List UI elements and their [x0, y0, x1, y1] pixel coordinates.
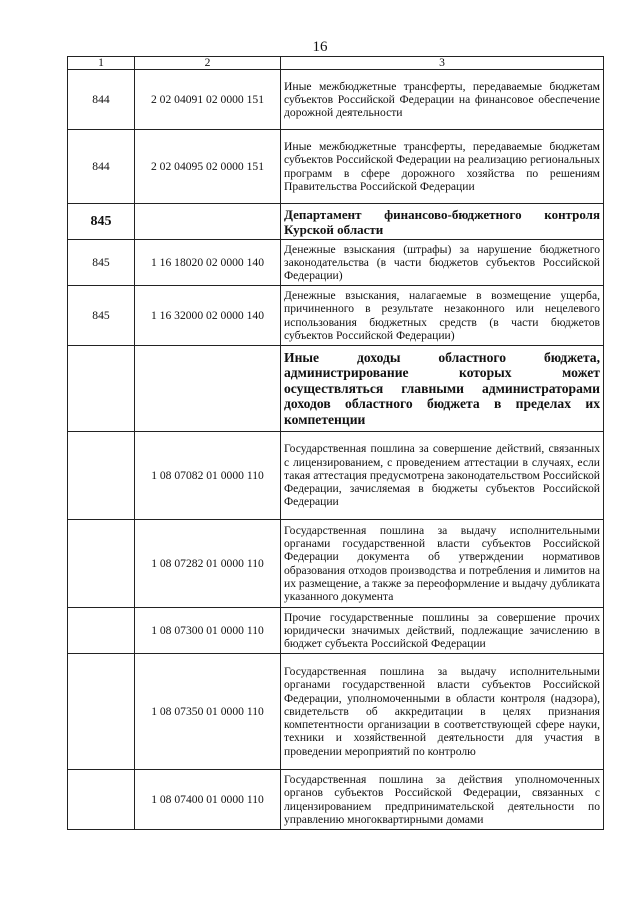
revenue-code-cell — [135, 204, 281, 240]
table-row — [68, 770, 604, 830]
admin-code-cell: 845 — [68, 286, 135, 346]
revenue-code-cell: 1 08 07350 01 0000 110 — [135, 654, 281, 770]
revenue-code-cell: 2 02 04091 02 0000 151 — [135, 70, 281, 130]
revenue-code-cell: 1 08 07082 01 0000 110 — [135, 432, 281, 520]
admin-code-cell: 845 — [68, 240, 135, 286]
admin-code-cell — [68, 608, 135, 654]
revenue-code-cell: 1 08 07300 01 0000 110 — [135, 608, 281, 654]
admin-code-cell — [68, 520, 135, 608]
admin-code-cell — [68, 770, 135, 830]
admin-code-cell: 844 — [68, 70, 135, 130]
table-header-row — [68, 57, 604, 70]
description-cell: Прочие государственные пошлины за совершение прочих юридически значимых действий, подлежащие зачислению в бюджет субъекта Российской Федерации — [281, 608, 604, 654]
description-cell: Денежные взыскания (штрафы) за нарушение бюджетного законодательства (в части бюджетов субъектов Российской Федерации) — [281, 240, 604, 286]
table-row-section — [68, 204, 604, 240]
table-row — [68, 70, 604, 130]
section-title-cell: Иные доходы областного бюджета, администрирование которых может осуществляться главными администраторами доходов областного бюджета в пределах их компетенции — [281, 346, 604, 432]
table-row — [68, 608, 604, 654]
admin-code-cell — [68, 654, 135, 770]
table-row — [68, 286, 604, 346]
column-header: 3 — [281, 57, 604, 70]
description-cell: Иные межбюджетные трансферты, передаваемые бюджетам субъектов Российской Федерации на реализацию региональных программ в сфере дорожного хозяйства по решениям Правительства Российской Федерации — [281, 130, 604, 204]
section-title-cell: Департамент финансово-бюджетного контроля Курской области — [281, 204, 604, 240]
revenue-codes-table — [67, 56, 604, 830]
description-cell: Государственная пошлина за действия уполномоченных органов субъектов Российской Федерации, связанных с лицензированием предпринимательской деятельности по управлению многоквартирными домами — [281, 770, 604, 830]
description-cell: Иные межбюджетные трансферты, передаваемые бюджетам субъектов Российской Федерации на финансовое обеспечение дорожной деятельности — [281, 70, 604, 130]
revenue-code-cell: 1 08 07400 01 0000 110 — [135, 770, 281, 830]
column-header: 1 — [68, 57, 135, 70]
revenue-code-cell: 2 02 04095 02 0000 151 — [135, 130, 281, 204]
column-header: 2 — [135, 57, 281, 70]
revenue-code-cell — [135, 346, 281, 432]
admin-code-cell — [68, 346, 135, 432]
page-number: 16 — [312, 39, 328, 55]
revenue-code-cell: 1 16 18020 02 0000 140 — [135, 240, 281, 286]
table-row-section — [68, 346, 604, 432]
revenue-code-cell: 1 16 32000 02 0000 140 — [135, 286, 281, 346]
admin-code-cell — [68, 432, 135, 520]
table-row — [68, 130, 604, 204]
table-row — [68, 654, 604, 770]
table-row — [68, 432, 604, 520]
table-row — [68, 240, 604, 286]
admin-code-cell: 844 — [68, 130, 135, 204]
description-cell: Денежные взыскания, налагаемые в возмещение ущерба, причиненного в результате незаконного или нецелевого использования бюджетных средств (в части бюджетов субъектов Российской Федерации) — [281, 286, 604, 346]
table-row — [68, 520, 604, 608]
description-cell: Государственная пошлина за выдачу исполнительными органами государственной власти субъектов Российской Федерации, уполномоченными в области контроля (надзора), свидетельств об аккредитации в целях признания компетентности организации в соответствующей сфере науки, техники и хозяйственной деятельности для участия в проведении мероприятий по контролю — [281, 654, 604, 770]
revenue-code-cell: 1 08 07282 01 0000 110 — [135, 520, 281, 608]
admin-code-cell: 845 — [68, 204, 135, 240]
description-cell: Государственная пошлина за выдачу исполнительными органами государственной власти субъектов Российской Федерации документа об утверждении нормативов образования отходов производства и потребления и лимитов на их размещение, а также за переоформление и выдачу дубликата указанного документа — [281, 520, 604, 608]
description-cell: Государственная пошлина за совершение действий, связанных с лицензированием, с проведением аттестации в случаях, если такая аттестация предусмотрена законодательством Российской Федерации, зачисляемая в бюджеты субъектов Российской Федерации — [281, 432, 604, 520]
